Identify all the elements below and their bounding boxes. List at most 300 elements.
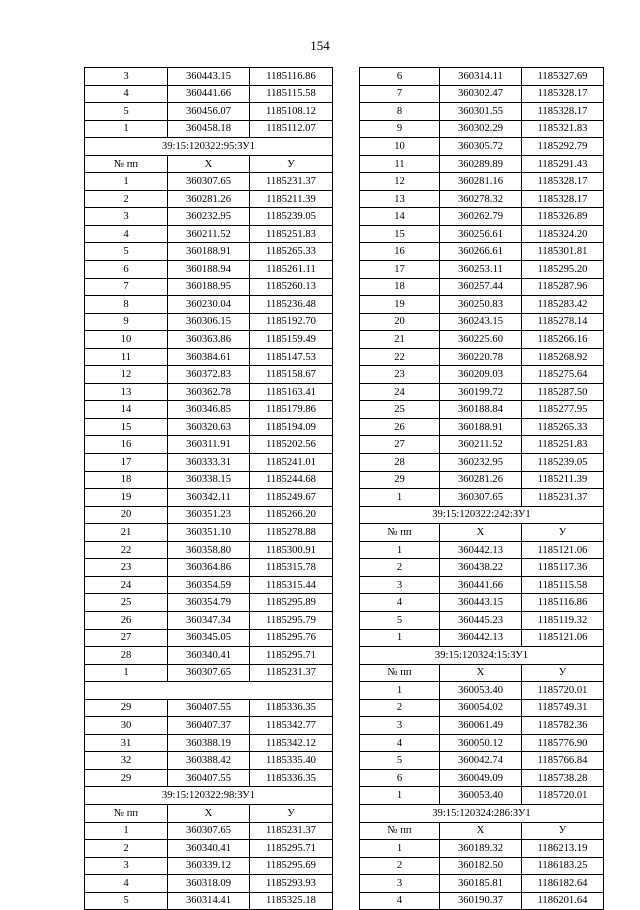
y-coordinate-cell: 1185324.20: [522, 225, 604, 243]
x-coordinate-cell: 360307.65: [168, 664, 250, 682]
y-coordinate-cell: 1185115.58: [522, 576, 604, 594]
table-row: [360, 85, 604, 103]
y-coordinate-cell: 1185292.79: [522, 138, 604, 156]
x-coordinate-cell: 360339.12: [168, 857, 250, 875]
table-row: [85, 489, 333, 507]
x-coordinate-cell: 360188.91: [440, 418, 522, 436]
y-coordinate-cell: 1186182.64: [522, 875, 604, 893]
parcel-cadastral-number: 39:15:120322:242:ЗУ1: [360, 506, 604, 524]
x-coordinate-cell: 360302.47: [440, 85, 522, 103]
point-number-cell: 29: [85, 699, 168, 717]
y-coordinate-cell: 1185275.64: [522, 366, 604, 384]
point-number-cell: 1: [85, 822, 168, 840]
x-coordinate-cell: 360314.11: [440, 68, 522, 86]
table-row: [360, 436, 604, 454]
y-coordinate-cell: 1185239.05: [522, 454, 604, 472]
point-number-cell: 5: [360, 752, 440, 770]
parcel-title-row: [85, 682, 333, 700]
point-number-cell: № пп: [360, 822, 440, 840]
table-row: [85, 769, 333, 787]
x-coordinate-cell: 360188.95: [168, 278, 250, 296]
point-number-cell: 1: [360, 541, 440, 559]
x-coordinate-cell: 360384.61: [168, 348, 250, 366]
point-number-cell: 3: [360, 875, 440, 893]
table-row: [85, 296, 333, 314]
y-coordinate-cell: 1185315.78: [250, 559, 333, 577]
point-number-cell: 3: [360, 717, 440, 735]
table-row: [360, 208, 604, 226]
x-coordinate-cell: 360049.09: [440, 769, 522, 787]
point-number-cell: 2: [360, 699, 440, 717]
table-row: [360, 103, 604, 121]
point-number-cell: 19: [85, 489, 168, 507]
y-coordinate-cell: 1185239.05: [250, 208, 333, 226]
y-coordinate-cell: 1185179.86: [250, 401, 333, 419]
parcel-title-row: [360, 804, 604, 822]
point-number-cell: 23: [360, 366, 440, 384]
y-coordinate-cell: 1185211.39: [250, 190, 333, 208]
parcel-cadastral-number: [85, 682, 333, 700]
table-row: [360, 383, 604, 401]
x-coordinate-cell: 360354.79: [168, 594, 250, 612]
x-coordinate-cell: 360054.02: [440, 699, 522, 717]
table-row: [85, 840, 333, 858]
point-number-cell: 12: [360, 173, 440, 191]
x-coordinate-cell: 360256.61: [440, 225, 522, 243]
point-number-cell: 1: [360, 787, 440, 805]
column-header-row: [85, 804, 333, 822]
point-number-cell: 16: [85, 436, 168, 454]
x-coordinate-cell: 360306.15: [168, 313, 250, 331]
x-coordinate-cell: 360407.37: [168, 717, 250, 735]
table-row: [360, 454, 604, 472]
x-coordinate-cell: 360372.83: [168, 366, 250, 384]
table-row: [360, 611, 604, 629]
point-number-cell: 1: [85, 173, 168, 191]
x-coordinate-cell: 360346.85: [168, 401, 250, 419]
y-coordinate-cell: 1185278.14: [522, 313, 604, 331]
x-coordinate-cell: 360232.95: [168, 208, 250, 226]
point-number-cell: 3: [85, 857, 168, 875]
x-coordinate-cell: 360182.50: [440, 857, 522, 875]
point-number-cell: 7: [360, 85, 440, 103]
y-coordinate-cell: 1185301.81: [522, 243, 604, 261]
table-row: [360, 752, 604, 770]
y-coordinate-cell: 1185295.79: [250, 611, 333, 629]
table-row: [85, 822, 333, 840]
table-row: [85, 103, 333, 121]
y-coordinate-cell: У: [250, 804, 333, 822]
x-coordinate-cell: 360185.81: [440, 875, 522, 893]
y-coordinate-cell: 1185300.91: [250, 541, 333, 559]
point-number-cell: 8: [85, 296, 168, 314]
x-coordinate-cell: 360278.32: [440, 190, 522, 208]
table-row: [85, 454, 333, 472]
table-row: [85, 699, 333, 717]
table-row: [85, 208, 333, 226]
table-row: [85, 120, 333, 138]
column-header-row: [85, 155, 333, 173]
y-coordinate-cell: 1185251.83: [522, 436, 604, 454]
y-coordinate-cell: 1185335.40: [250, 752, 333, 770]
y-coordinate-cell: 1185116.86: [522, 594, 604, 612]
x-coordinate-cell: 360441.66: [168, 85, 250, 103]
table-row: [85, 752, 333, 770]
x-coordinate-cell: 360199.72: [440, 383, 522, 401]
x-coordinate-cell: 360458.18: [168, 120, 250, 138]
x-coordinate-cell: 360232.95: [440, 454, 522, 472]
y-coordinate-cell: У: [250, 155, 333, 173]
point-number-cell: 20: [85, 506, 168, 524]
point-number-cell: 28: [85, 647, 168, 665]
table-row: [85, 401, 333, 419]
table-row: [85, 68, 333, 86]
parcel-cadastral-number: 39:15:120322:95:ЗУ1: [85, 138, 333, 156]
table-row: [360, 418, 604, 436]
table-row: [85, 366, 333, 384]
y-coordinate-cell: 1185119.32: [522, 611, 604, 629]
parcel-title-row: [360, 647, 604, 665]
coordinates-table-right: [359, 67, 604, 910]
point-number-cell: 13: [360, 190, 440, 208]
y-coordinate-cell: 1185315.44: [250, 576, 333, 594]
x-coordinate-cell: 360340.41: [168, 647, 250, 665]
y-coordinate-cell: У: [522, 664, 604, 682]
y-coordinate-cell: 1185266.20: [250, 506, 333, 524]
x-coordinate-cell: 360445.23: [440, 611, 522, 629]
y-coordinate-cell: 1185776.90: [522, 734, 604, 752]
point-number-cell: 11: [85, 348, 168, 366]
y-coordinate-cell: 1185291.43: [522, 155, 604, 173]
point-number-cell: 4: [360, 594, 440, 612]
point-number-cell: 12: [85, 366, 168, 384]
page-number: 154: [310, 38, 330, 53]
table-row: [85, 278, 333, 296]
point-number-cell: 1: [360, 489, 440, 507]
y-coordinate-cell: 1185121.06: [522, 541, 604, 559]
y-coordinate-cell: 1185325.18: [250, 892, 333, 910]
x-coordinate-cell: 360281.16: [440, 173, 522, 191]
table-row: [85, 576, 333, 594]
x-coordinate-cell: 360257.44: [440, 278, 522, 296]
table-row: [360, 559, 604, 577]
y-coordinate-cell: 1185231.37: [250, 664, 333, 682]
x-coordinate-cell: 360042.74: [440, 752, 522, 770]
point-number-cell: 25: [360, 401, 440, 419]
point-number-cell: 9: [85, 313, 168, 331]
y-coordinate-cell: 1185326.89: [522, 208, 604, 226]
x-coordinate-cell: 360362.78: [168, 383, 250, 401]
point-number-cell: 25: [85, 594, 168, 612]
table-row: [360, 138, 604, 156]
y-coordinate-cell: 1185260.13: [250, 278, 333, 296]
column-header-row: [360, 524, 604, 542]
parcel-title-row: [85, 138, 333, 156]
point-number-cell: № пп: [360, 524, 440, 542]
point-number-cell: № пп: [360, 664, 440, 682]
table-row: [360, 225, 604, 243]
parcel-cadastral-number: 39:15:120324:15:ЗУ1: [360, 647, 604, 665]
x-coordinate-cell: 360311.91: [168, 436, 250, 454]
x-coordinate-cell: 360211.52: [440, 436, 522, 454]
y-coordinate-cell: 1185720.01: [522, 682, 604, 700]
x-coordinate-cell: 360456.07: [168, 103, 250, 121]
x-coordinate-cell: 360407.55: [168, 699, 250, 717]
table-row: [360, 594, 604, 612]
y-coordinate-cell: 1185251.83: [250, 225, 333, 243]
column-header-row: [360, 822, 604, 840]
point-number-cell: 11: [360, 155, 440, 173]
x-coordinate-cell: 360189.32: [440, 840, 522, 858]
x-coordinate-cell: 360307.65: [440, 489, 522, 507]
x-coordinate-cell: X: [440, 524, 522, 542]
x-coordinate-cell: 360364.86: [168, 559, 250, 577]
table-row: [85, 471, 333, 489]
point-number-cell: 5: [85, 103, 168, 121]
point-number-cell: 24: [85, 576, 168, 594]
x-coordinate-cell: 360363.86: [168, 331, 250, 349]
table-row: [85, 734, 333, 752]
y-coordinate-cell: 1185202.56: [250, 436, 333, 454]
y-coordinate-cell: 1185295.71: [250, 647, 333, 665]
x-coordinate-cell: X: [168, 804, 250, 822]
point-number-cell: 5: [85, 892, 168, 910]
table-row: [360, 261, 604, 279]
y-coordinate-cell: 1185342.12: [250, 734, 333, 752]
x-coordinate-cell: 360220.78: [440, 348, 522, 366]
x-coordinate-cell: 360443.15: [168, 68, 250, 86]
table-row: [360, 243, 604, 261]
point-number-cell: 7: [85, 278, 168, 296]
table-row: [360, 366, 604, 384]
y-coordinate-cell: 1185738.28: [522, 769, 604, 787]
point-number-cell: 4: [360, 734, 440, 752]
table-row: [360, 68, 604, 86]
x-coordinate-cell: 360443.15: [440, 594, 522, 612]
y-coordinate-cell: 1185327.69: [522, 68, 604, 86]
point-number-cell: 2: [360, 559, 440, 577]
table-row: [85, 629, 333, 647]
y-coordinate-cell: 1185268.92: [522, 348, 604, 366]
x-coordinate-cell: 360354.59: [168, 576, 250, 594]
table-row: [360, 699, 604, 717]
y-coordinate-cell: У: [522, 822, 604, 840]
parcel-title-row: [360, 506, 604, 524]
table-row: [85, 331, 333, 349]
x-coordinate-cell: X: [168, 155, 250, 173]
x-coordinate-cell: 360050.12: [440, 734, 522, 752]
point-number-cell: 14: [85, 401, 168, 419]
x-coordinate-cell: 360230.04: [168, 296, 250, 314]
point-number-cell: 24: [360, 383, 440, 401]
point-number-cell: 10: [85, 331, 168, 349]
x-coordinate-cell: 360211.52: [168, 225, 250, 243]
x-coordinate-cell: 360289.89: [440, 155, 522, 173]
table-row: [85, 647, 333, 665]
table-row: [85, 594, 333, 612]
parcel-cadastral-number: 39:15:120322:98:ЗУ1: [85, 787, 333, 805]
point-number-cell: 1: [85, 120, 168, 138]
x-coordinate-cell: 360302.29: [440, 120, 522, 138]
x-coordinate-cell: 360347.34: [168, 611, 250, 629]
x-coordinate-cell: 360345.05: [168, 629, 250, 647]
y-coordinate-cell: 1185266.16: [522, 331, 604, 349]
y-coordinate-cell: 1185749.31: [522, 699, 604, 717]
point-number-cell: 3: [85, 208, 168, 226]
table-row: [360, 348, 604, 366]
table-row: [85, 524, 333, 542]
point-number-cell: 13: [85, 383, 168, 401]
table-row: [360, 278, 604, 296]
x-coordinate-cell: 360438.22: [440, 559, 522, 577]
x-coordinate-cell: 360388.19: [168, 734, 250, 752]
point-number-cell: 9: [360, 120, 440, 138]
x-coordinate-cell: 360053.40: [440, 682, 522, 700]
y-coordinate-cell: 1185782.36: [522, 717, 604, 735]
x-coordinate-cell: 360320.63: [168, 418, 250, 436]
x-coordinate-cell: 360266.61: [440, 243, 522, 261]
point-number-cell: 27: [360, 436, 440, 454]
table-row: [85, 717, 333, 735]
point-number-cell: 5: [360, 611, 440, 629]
table-row: [85, 892, 333, 910]
x-coordinate-cell: 360188.94: [168, 261, 250, 279]
table-row: [360, 682, 604, 700]
y-coordinate-cell: 1185211.39: [522, 471, 604, 489]
y-coordinate-cell: 1185336.35: [250, 699, 333, 717]
point-number-cell: 18: [360, 278, 440, 296]
x-coordinate-cell: 360442.13: [440, 629, 522, 647]
point-number-cell: 17: [85, 454, 168, 472]
table-row: [360, 769, 604, 787]
y-coordinate-cell: 1185328.17: [522, 85, 604, 103]
point-number-cell: 32: [85, 752, 168, 770]
point-number-cell: 2: [85, 840, 168, 858]
point-number-cell: 18: [85, 471, 168, 489]
point-number-cell: 26: [85, 611, 168, 629]
y-coordinate-cell: 1185278.88: [250, 524, 333, 542]
x-coordinate-cell: 360209.03: [440, 366, 522, 384]
table-row: [85, 243, 333, 261]
point-number-cell: 26: [360, 418, 440, 436]
table-row: [85, 190, 333, 208]
table-row: [85, 611, 333, 629]
y-coordinate-cell: 1185328.17: [522, 103, 604, 121]
y-coordinate-cell: 1185249.67: [250, 489, 333, 507]
table-row: [360, 489, 604, 507]
y-coordinate-cell: 1185336.35: [250, 769, 333, 787]
x-coordinate-cell: 360305.72: [440, 138, 522, 156]
y-coordinate-cell: 1185241.01: [250, 454, 333, 472]
y-coordinate-cell: 1185244.68: [250, 471, 333, 489]
parcel-title-row: [85, 787, 333, 805]
y-coordinate-cell: 1185287.96: [522, 278, 604, 296]
point-number-cell: 19: [360, 296, 440, 314]
point-number-cell: 1: [360, 840, 440, 858]
y-coordinate-cell: У: [522, 524, 604, 542]
table-row: [85, 664, 333, 682]
table-row: [360, 120, 604, 138]
y-coordinate-cell: 1185231.37: [250, 822, 333, 840]
point-number-cell: 17: [360, 261, 440, 279]
y-coordinate-cell: 1185192.70: [250, 313, 333, 331]
y-coordinate-cell: 1185328.17: [522, 173, 604, 191]
point-number-cell: 3: [85, 68, 168, 86]
table-row: [85, 541, 333, 559]
x-coordinate-cell: 360262.79: [440, 208, 522, 226]
y-coordinate-cell: 1185265.33: [522, 418, 604, 436]
point-number-cell: 10: [360, 138, 440, 156]
table-row: [360, 173, 604, 191]
x-coordinate-cell: X: [440, 822, 522, 840]
y-coordinate-cell: 1186183.25: [522, 857, 604, 875]
x-coordinate-cell: 360388.42: [168, 752, 250, 770]
point-number-cell: 1: [360, 629, 440, 647]
table-row: [360, 875, 604, 893]
x-coordinate-cell: X: [440, 664, 522, 682]
y-coordinate-cell: 1185121.06: [522, 629, 604, 647]
point-number-cell: 14: [360, 208, 440, 226]
table-row: [360, 155, 604, 173]
y-coordinate-cell: 1185231.37: [250, 173, 333, 191]
point-number-cell: 30: [85, 717, 168, 735]
x-coordinate-cell: 360338.15: [168, 471, 250, 489]
table-row: [85, 261, 333, 279]
point-number-cell: 6: [85, 261, 168, 279]
table-row: [360, 857, 604, 875]
y-coordinate-cell: 1185261.11: [250, 261, 333, 279]
point-number-cell: № пп: [85, 155, 168, 173]
x-coordinate-cell: 360253.11: [440, 261, 522, 279]
y-coordinate-cell: 1185108.12: [250, 103, 333, 121]
x-coordinate-cell: 360301.55: [440, 103, 522, 121]
x-coordinate-cell: 360243.15: [440, 313, 522, 331]
table-row: [360, 331, 604, 349]
x-coordinate-cell: 360407.55: [168, 769, 250, 787]
point-number-cell: 22: [360, 348, 440, 366]
table-row: [360, 576, 604, 594]
point-number-cell: 22: [85, 541, 168, 559]
x-coordinate-cell: 360340.41: [168, 840, 250, 858]
y-coordinate-cell: 1185115.58: [250, 85, 333, 103]
x-coordinate-cell: 360061.49: [440, 717, 522, 735]
y-coordinate-cell: 1185236.48: [250, 296, 333, 314]
y-coordinate-cell: 1185116.86: [250, 68, 333, 86]
x-coordinate-cell: 360190.37: [440, 892, 522, 910]
y-coordinate-cell: 1185293.93: [250, 875, 333, 893]
table-row: [85, 85, 333, 103]
x-coordinate-cell: 360342.11: [168, 489, 250, 507]
y-coordinate-cell: 1185147.53: [250, 348, 333, 366]
point-number-cell: 4: [85, 225, 168, 243]
y-coordinate-cell: 1185112.07: [250, 120, 333, 138]
x-coordinate-cell: 360333.31: [168, 454, 250, 472]
table-row: [360, 471, 604, 489]
point-number-cell: 15: [360, 225, 440, 243]
table-row: [360, 313, 604, 331]
point-number-cell: № пп: [85, 804, 168, 822]
y-coordinate-cell: 1185265.33: [250, 243, 333, 261]
x-coordinate-cell: 360281.26: [440, 471, 522, 489]
x-coordinate-cell: 360188.91: [168, 243, 250, 261]
y-coordinate-cell: 1185231.37: [522, 489, 604, 507]
table-row: [85, 559, 333, 577]
point-number-cell: 29: [85, 769, 168, 787]
point-number-cell: 4: [360, 892, 440, 910]
y-coordinate-cell: 1185117.36: [522, 559, 604, 577]
point-number-cell: 23: [85, 559, 168, 577]
point-number-cell: 31: [85, 734, 168, 752]
